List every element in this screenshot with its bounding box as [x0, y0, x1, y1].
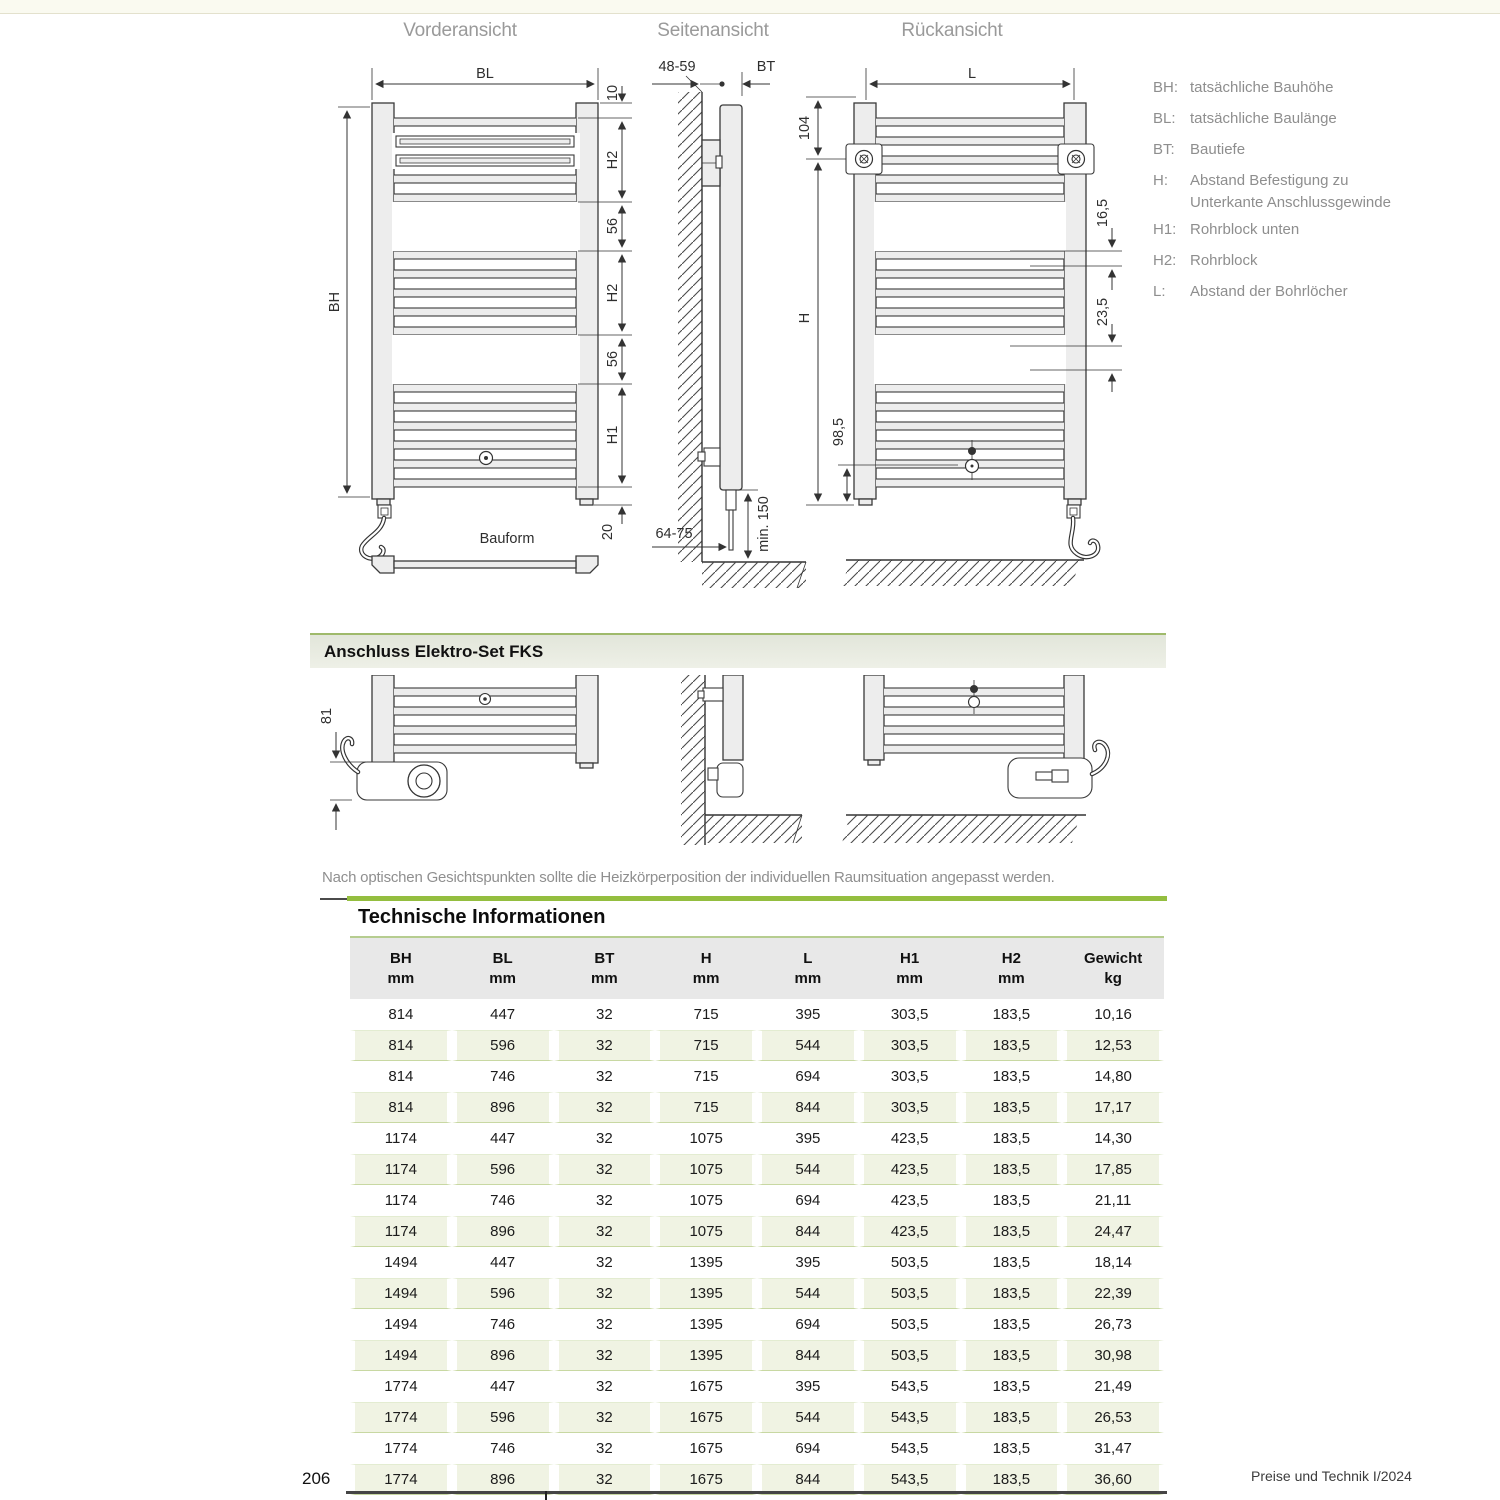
dim-label-10: 10: [605, 84, 621, 102]
table-column-header: BL mm: [452, 936, 554, 999]
dim-label-h2: H2: [605, 150, 621, 170]
table-cell: 596: [452, 1278, 554, 1309]
table-cell: 423,5: [859, 1185, 961, 1216]
table-cell: 1174: [350, 1123, 452, 1154]
table-cell: 715: [655, 1061, 757, 1092]
legend-item: BL: tatsächliche Baulänge: [1153, 110, 1337, 127]
table-cell: 1675: [655, 1464, 757, 1495]
table-title: Technische Informationen: [358, 906, 606, 928]
table-cell: 17,17: [1062, 1092, 1164, 1123]
table-cell: 395: [757, 1371, 859, 1402]
table-cell: 183,5: [961, 1030, 1063, 1061]
table-cell: 814: [350, 999, 452, 1030]
elektro-set-drawings: [300, 675, 1170, 860]
table-cell: 26,73: [1062, 1309, 1164, 1340]
table-cell: 183,5: [961, 1278, 1063, 1309]
table-cell: 1075: [655, 1216, 757, 1247]
table-row: [350, 1340, 1164, 1371]
table-row: [350, 1247, 1164, 1278]
table-row: [350, 1278, 1164, 1309]
table-row: [350, 1030, 1164, 1061]
table-row: [350, 1154, 1164, 1185]
table-cell: 32: [554, 1247, 656, 1278]
table-cell: 544: [757, 1154, 859, 1185]
dim-label-h2-2: H2: [605, 283, 621, 303]
front-view-title: Vorderansicht: [403, 20, 517, 41]
dim-label-h: H: [797, 312, 813, 324]
table-row: [350, 1092, 1164, 1123]
table-cell: 746: [452, 1309, 554, 1340]
technical-data-table: [350, 936, 1164, 1495]
table-cell: 32: [554, 1402, 656, 1433]
table-column-header: L mm: [757, 936, 859, 999]
dim-label-98-5: 98,5: [831, 417, 847, 447]
footer-edition-text: Preise und Technik I/2024: [1251, 1468, 1412, 1484]
table-cell: 544: [757, 1402, 859, 1433]
table-cell: 1395: [655, 1247, 757, 1278]
table-cell: 32: [554, 1371, 656, 1402]
table-cell: 32: [554, 1092, 656, 1123]
table-cell: 447: [452, 999, 554, 1030]
table-cell: 32: [554, 1216, 656, 1247]
table-column-header: H2 mm: [961, 936, 1063, 999]
table-header: [350, 936, 1164, 999]
page-top-band: [0, 0, 1500, 14]
table-cell: 543,5: [859, 1371, 961, 1402]
elektro-set-title: Anschluss Elektro-Set FKS: [324, 641, 544, 661]
table-cell: 423,5: [859, 1123, 961, 1154]
table-cell: 1675: [655, 1371, 757, 1402]
divider-dark-segment: [320, 898, 347, 900]
table-row: [350, 1371, 1164, 1402]
table-cell: 32: [554, 1154, 656, 1185]
table-column-header: H1 mm: [859, 936, 961, 999]
table-row: [350, 1433, 1164, 1464]
page-number: 206: [302, 1469, 331, 1488]
table-cell: 543,5: [859, 1433, 961, 1464]
table-cell: 183,5: [961, 1061, 1063, 1092]
dim-label-bl: BL: [476, 66, 494, 82]
table-cell: 694: [757, 1309, 859, 1340]
dim-label-64-75: 64-75: [655, 526, 693, 542]
table-cell: 183,5: [961, 1340, 1063, 1371]
table-cell: 1395: [655, 1340, 757, 1371]
dim-label-56: 56: [605, 217, 621, 235]
table-cell: 32: [554, 1433, 656, 1464]
table-cell: 32: [554, 999, 656, 1030]
table-cell: 694: [757, 1185, 859, 1216]
table-cell: 12,53: [1062, 1030, 1164, 1061]
table-row: [350, 1123, 1164, 1154]
table-cell: 814: [350, 1030, 452, 1061]
table-cell: 1174: [350, 1185, 452, 1216]
table-column-header: Gewicht kg: [1062, 936, 1164, 999]
table-cell: 844: [757, 1092, 859, 1123]
dim-label-min-150: min. 150: [756, 496, 772, 552]
legend-item: BH: tatsächliche Bauhöhe: [1153, 79, 1334, 96]
table-cell: 1395: [655, 1278, 757, 1309]
dim-label-16-5: 16,5: [1095, 198, 1111, 228]
table-cell: 447: [452, 1371, 554, 1402]
dim-label-23-5: 23,5: [1095, 297, 1111, 327]
table-cell: 303,5: [859, 999, 961, 1030]
table-column-header: H mm: [655, 936, 757, 999]
table-cell: 183,5: [961, 1216, 1063, 1247]
table-cell: 32: [554, 1061, 656, 1092]
table-cell: 1774: [350, 1371, 452, 1402]
divider-green-line: [347, 896, 1167, 901]
table-cell: 32: [554, 1030, 656, 1061]
dim-label-104: 104: [797, 115, 813, 141]
table-cell: 32: [554, 1309, 656, 1340]
table-cell: 183,5: [961, 999, 1063, 1030]
table-cell: 1075: [655, 1185, 757, 1216]
table-cell: 503,5: [859, 1247, 961, 1278]
table-cell: 447: [452, 1247, 554, 1278]
table-cell: 10,16: [1062, 999, 1164, 1030]
elektro-side-drawing: [681, 675, 802, 845]
table-cell: 814: [350, 1092, 452, 1123]
table-cell: 183,5: [961, 1309, 1063, 1340]
table-cell: 30,98: [1062, 1340, 1164, 1371]
table-cell: 31,47: [1062, 1433, 1164, 1464]
table-cell: 544: [757, 1278, 859, 1309]
table-cell: 21,49: [1062, 1371, 1164, 1402]
dim-label-48-59: 48-59: [658, 59, 696, 75]
table-row: [350, 1185, 1164, 1216]
table-cell: 1395: [655, 1309, 757, 1340]
dim-label-l: L: [967, 66, 977, 82]
legend-item: H2: Rohrblock: [1153, 252, 1258, 269]
table-cell: 32: [554, 1185, 656, 1216]
table-cell: 32: [554, 1123, 656, 1154]
table-cell: 844: [757, 1340, 859, 1371]
table-cell: 503,5: [859, 1278, 961, 1309]
table-cell: 183,5: [961, 1092, 1063, 1123]
rear-view-title: Rückansicht: [901, 20, 1003, 41]
table-cell: 183,5: [961, 1185, 1063, 1216]
table-cell: 746: [452, 1185, 554, 1216]
table-cell: 503,5: [859, 1309, 961, 1340]
table-cell: 896: [452, 1464, 554, 1495]
table-cell: 1774: [350, 1402, 452, 1433]
table-cell: 844: [757, 1216, 859, 1247]
table-cell: 596: [452, 1154, 554, 1185]
table-row: [350, 1216, 1164, 1247]
dimension-legend: [1153, 80, 1425, 315]
side-view-drawing: [652, 59, 806, 588]
table-cell: 503,5: [859, 1340, 961, 1371]
table-cell: 183,5: [961, 1433, 1063, 1464]
table-cell: 746: [452, 1433, 554, 1464]
dim-label-56-2: 56: [605, 350, 621, 368]
table-cell: 543,5: [859, 1464, 961, 1495]
table-cell: 14,30: [1062, 1123, 1164, 1154]
table-cell: 32: [554, 1278, 656, 1309]
table-cell: 183,5: [961, 1154, 1063, 1185]
table-column-header: BH mm: [350, 936, 452, 999]
table-cell: 1494: [350, 1309, 452, 1340]
dim-label-bt: BT: [756, 59, 776, 75]
table-cell: 423,5: [859, 1216, 961, 1247]
table-cell: 21,11: [1062, 1185, 1164, 1216]
table-cell: 715: [655, 1030, 757, 1061]
dim-label-20: 20: [600, 523, 616, 541]
table-cell: 1174: [350, 1216, 452, 1247]
table-cell: 14,80: [1062, 1061, 1164, 1092]
table-cell: 1774: [350, 1433, 452, 1464]
table-cell: 844: [757, 1464, 859, 1495]
rear-view-drawing: [797, 66, 1122, 586]
table-cell: 1675: [655, 1402, 757, 1433]
table-cell: 1494: [350, 1247, 452, 1278]
table-cell: 1075: [655, 1154, 757, 1185]
table-cell: 1174: [350, 1154, 452, 1185]
legend-item: L: Abstand der Bohrlöcher: [1153, 283, 1348, 300]
table-cell: 36,60: [1062, 1464, 1164, 1495]
dim-label-bh: BH: [327, 291, 343, 313]
table-cell: 1494: [350, 1278, 452, 1309]
table-cell: 183,5: [961, 1123, 1063, 1154]
side-view-title: Seitenansicht: [657, 20, 769, 41]
footer-rule: [346, 1491, 1167, 1494]
table-cell: 447: [452, 1123, 554, 1154]
table-body: [350, 999, 1164, 1495]
table-row: [350, 1061, 1164, 1092]
table-cell: 814: [350, 1061, 452, 1092]
table-cell: 24,47: [1062, 1216, 1164, 1247]
table-cell: 183,5: [961, 1402, 1063, 1433]
table-column-header: BT mm: [554, 936, 656, 999]
table-cell: 395: [757, 999, 859, 1030]
elektro-rear-drawing: [842, 675, 1108, 843]
table-cell: 896: [452, 1340, 554, 1371]
table-cell: 423,5: [859, 1154, 961, 1185]
front-view-drawing: [327, 66, 632, 573]
table-cell: 715: [655, 1092, 757, 1123]
position-note: Nach optischen Gesichtspunkten sollte die Heizkörperposition der individuellen Raumsituation angepasst werden.: [322, 869, 1055, 886]
table-row: [350, 999, 1164, 1030]
table-cell: 395: [757, 1247, 859, 1278]
table-cell: 596: [452, 1030, 554, 1061]
table-cell: 1494: [350, 1340, 452, 1371]
table-cell: 694: [757, 1061, 859, 1092]
table-cell: 303,5: [859, 1030, 961, 1061]
table-cell: 1075: [655, 1123, 757, 1154]
table-row: [350, 1402, 1164, 1433]
bauform-label: Bauform: [479, 531, 535, 547]
dim-label-81: 81: [319, 707, 335, 725]
table-cell: 26,53: [1062, 1402, 1164, 1433]
table-cell: 1774: [350, 1464, 452, 1495]
table-cell: 715: [655, 999, 757, 1030]
technical-drawings: [300, 48, 1170, 623]
table-cell: 1675: [655, 1433, 757, 1464]
elektro-front-drawing: [319, 675, 598, 830]
table-cell: 32: [554, 1340, 656, 1371]
legend-item: H1: Rohrblock unten: [1153, 221, 1300, 238]
table-cell: 544: [757, 1030, 859, 1061]
table-cell: 543,5: [859, 1402, 961, 1433]
table-cell: 694: [757, 1433, 859, 1464]
table-cell: 303,5: [859, 1092, 961, 1123]
legend-item: H: Abstand Befestigung zu Unterkante Anschlussgewinde: [1153, 172, 1391, 211]
footer-crop-mark: [545, 1491, 547, 1500]
table-cell: 896: [452, 1216, 554, 1247]
elektro-set-section-header: [310, 633, 1166, 668]
table-cell: 183,5: [961, 1371, 1063, 1402]
table-cell: 303,5: [859, 1061, 961, 1092]
table-row: [350, 1309, 1164, 1340]
table-cell: 183,5: [961, 1247, 1063, 1278]
table-cell: 32: [554, 1464, 656, 1495]
dim-label-h1: H1: [605, 425, 621, 445]
table-cell: 183,5: [961, 1464, 1063, 1495]
table-cell: 18,14: [1062, 1247, 1164, 1278]
legend-item: BT: Bautiefe: [1153, 141, 1246, 158]
table-cell: 746: [452, 1061, 554, 1092]
table-cell: 22,39: [1062, 1278, 1164, 1309]
table-cell: 596: [452, 1402, 554, 1433]
table-cell: 17,85: [1062, 1154, 1164, 1185]
table-cell: 896: [452, 1092, 554, 1123]
table-cell: 395: [757, 1123, 859, 1154]
